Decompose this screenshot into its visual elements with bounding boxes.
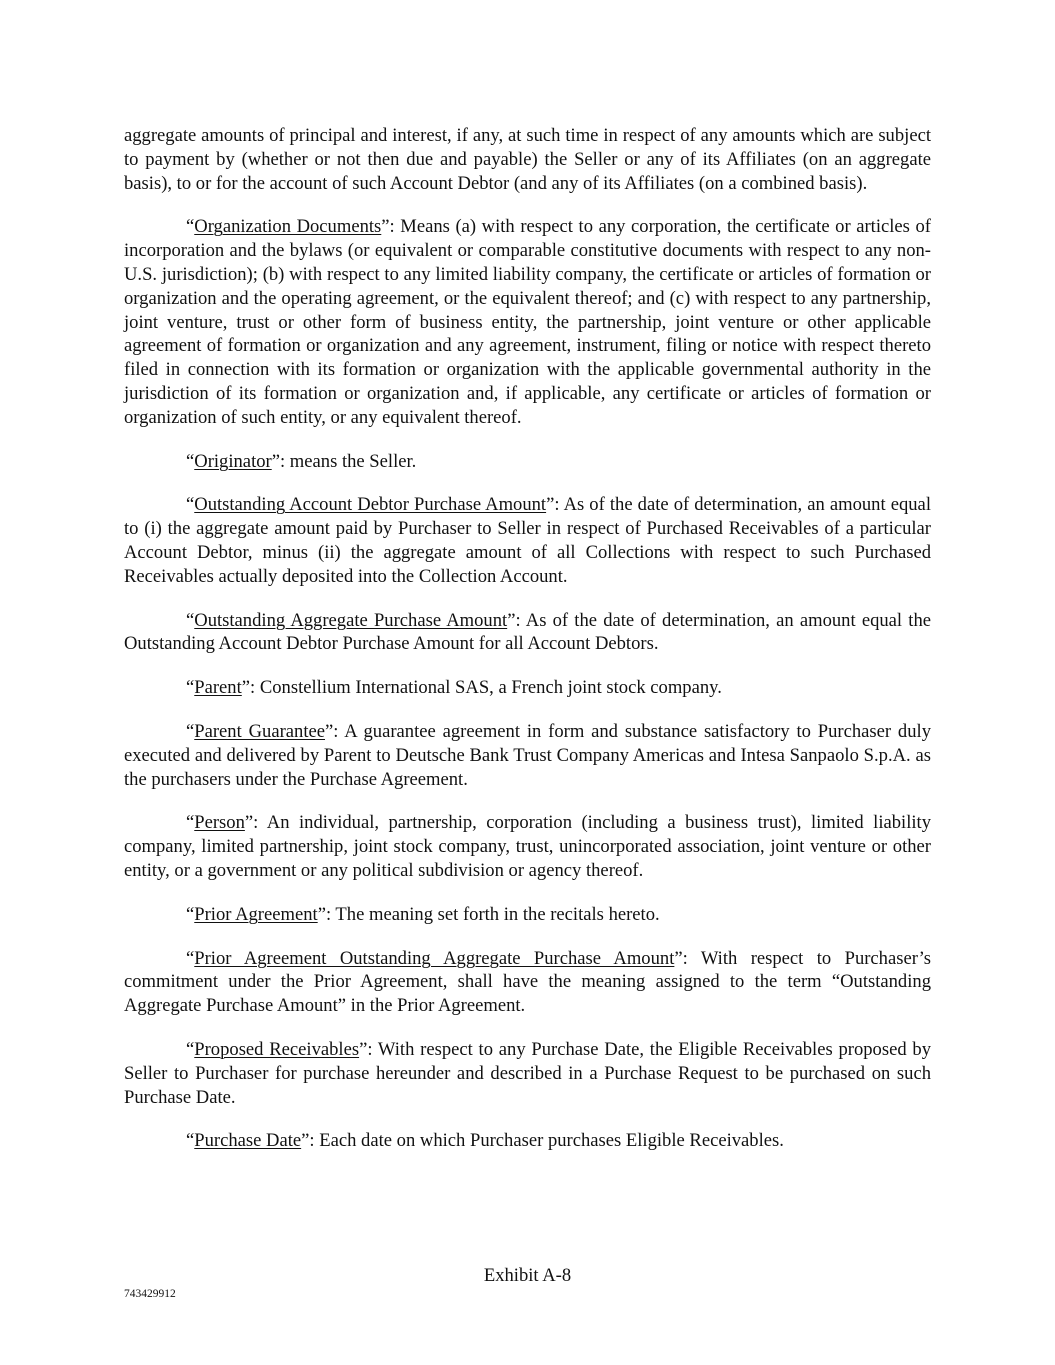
definition-paragraph (124, 1129, 931, 1153)
definition-paragraph (124, 720, 931, 791)
definition-paragraph (124, 450, 931, 474)
continuation-paragraph: aggregate amounts of principal and interest, if any, at such time in respect of any amounts which are subject to payment by (whether or not then due and payable) the Seller or any of its Affiliates (on an aggregate basis), to or for the account of such Account Debtor (and any of its Affiliates (on a combined basis). (124, 125, 931, 194)
open-quote: “ (186, 812, 195, 834)
defined-term: Parent (194, 677, 242, 699)
definition-text: : With respect to any Purchase Date, the Eligible Receivables proposed by Seller to Purchaser for purchase hereunder and described in a Purchase Request to be purchased on such Purchase Date. (124, 1038, 931, 1108)
defined-term: Originator (194, 450, 272, 472)
defined-term: Outstanding Aggregate Purchase Amount (194, 609, 508, 631)
defined-term: Organization Documents (194, 216, 382, 238)
definition-paragraph (124, 811, 931, 882)
definitions-list (124, 215, 931, 1153)
close-quote: ” (241, 677, 251, 699)
open-quote: “ (186, 903, 195, 925)
document-id: 743429912 (124, 1288, 176, 1300)
definition-text: : The meaning set forth in the recitals hereto. (325, 903, 660, 925)
definition-paragraph (124, 903, 931, 927)
close-quote: ” (271, 450, 280, 472)
definition-paragraph (124, 1038, 931, 1109)
definition-paragraph (124, 609, 931, 657)
open-quote: “ (186, 494, 195, 516)
definition-text: : means the Seller. (279, 450, 417, 472)
definition-text: : As of the date of determination, an amount equal the Outstanding Account Debtor Purchase Amount for all Account Debtors. (124, 609, 932, 655)
defined-term: Prior Agreement (194, 903, 318, 925)
definition-text: : As of the date of determination, an amount equal to (i) the aggregate amount paid by Purchaser to Seller in respect of Purchased Receivables of a particular Account Debtor, minus (ii) the aggregate amount of all Collections with respect to such Purchased Receivables actually deposited into the Collection Account. (124, 494, 931, 587)
open-quote: “ (186, 1130, 195, 1152)
open-quote: “ (186, 216, 195, 238)
close-quote: ” (325, 720, 334, 742)
definition-text: : With respect to Purchaser’s commitment under the Prior Agreement, shall have the meaning assigned to the term “Outstanding Aggregate Purchase Amount” in the Prior Agreement. (124, 947, 932, 1017)
open-quote: “ (186, 720, 195, 742)
defined-term: Person (194, 812, 245, 834)
open-quote: “ (186, 947, 195, 969)
defined-term: Outstanding Account Debtor Purchase Amount (194, 494, 547, 516)
close-quote: ” (674, 947, 683, 969)
open-quote: “ (186, 609, 195, 631)
definition-text: : A guarantee agreement in form and substance satisfactory to Purchaser duly executed and delivered by Parent to Deutsche Bank Trust Company Americas and Intesa Sanpaolo S.p.A. as the purchasers under the Purchase Agreement. (124, 720, 931, 790)
definition-text: : Each date on which Purchaser purchases Eligible Receivables. (309, 1130, 784, 1152)
close-quote: ” (507, 609, 516, 631)
open-quote: “ (186, 1038, 195, 1060)
definition-text: : An individual, partnership, corporation (including a business trust), limited liability company, limited partnership, joint stock company, trust, unincorporated association, joint venture or other entity, or a government or any political subdivision or agency thereof. (124, 812, 931, 881)
close-quote: ” (317, 903, 326, 925)
definition-paragraph (124, 676, 931, 700)
definition-paragraph (124, 215, 931, 429)
open-quote: “ (186, 677, 195, 699)
defined-term: Purchase Date (194, 1130, 302, 1152)
open-quote: “ (186, 450, 195, 472)
defined-term: Prior Agreement Outstanding Aggregate Purchase Amount (194, 947, 675, 969)
close-quote: ” (381, 216, 390, 238)
definition-text: : Constellium International SAS, a French joint stock company. (250, 677, 722, 699)
defined-term: Proposed Receivables (194, 1038, 360, 1060)
document-body (124, 124, 931, 1173)
close-quote: ” (244, 812, 254, 834)
definition-paragraph (124, 493, 931, 588)
close-quote: ” (301, 1130, 310, 1152)
close-quote: ” (359, 1038, 368, 1060)
close-quote: ” (546, 494, 555, 516)
definition-text: : Means (a) with respect to any corporation, the certificate or articles of incorporation and the bylaws (or equivalent or comparable constitutive documents with respect to any non-U.S. jurisdiction); (b) with respect to any limited liability company, the certificate or articles of formation or organization and the operating agreement, or the equivalent thereof; and (c) with respect to any partnership, joint venture, trust or other form of business entity, the partnership, joint venture or other applicable agreement of formation or organization and any agreement, instrument, filing or notice with respect thereto filed in connection with its formation or organization with the applicable governmental authority in the jurisdiction of its formation or organization and, if applicable, any certificate or articles of formation or organization of such entity, or any equivalent thereof. (124, 216, 931, 428)
defined-term: Parent Guarantee (194, 720, 325, 742)
definition-paragraph (124, 947, 931, 1018)
exhibit-page-label: Exhibit A-8 (483, 1265, 572, 1286)
